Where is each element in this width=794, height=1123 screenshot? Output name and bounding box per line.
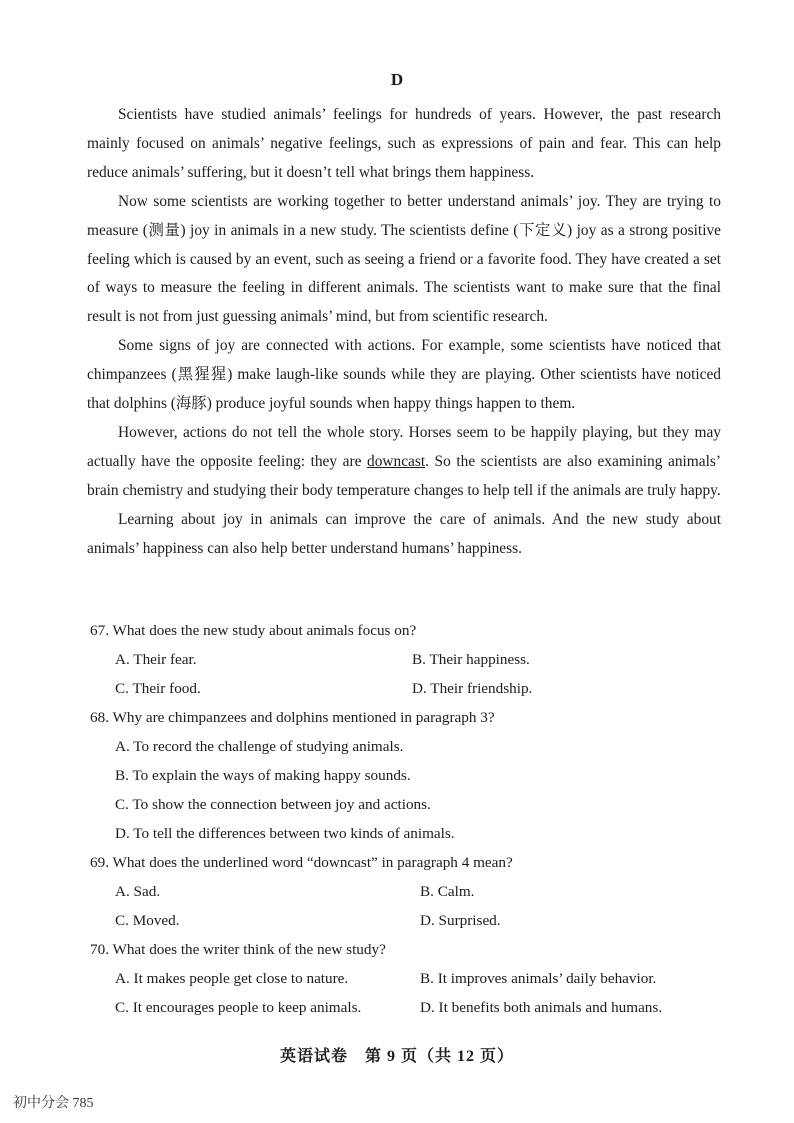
option-c: C. To show the connection between joy and actions. <box>115 796 431 813</box>
question-list <box>90 616 724 1022</box>
option-d: D. Their friendship. <box>412 680 533 697</box>
paragraph-5: Learning about joy in animals can improve the care of animals. And the new study about animals’ happiness can also help better understand humans’ happiness. <box>87 510 721 557</box>
paragraph-2: Now some scientists are working together to better understand animals’ joy. They are trying to measure (测量) joy in animals in a new study. The scientists define (下定义) joy as a strong positive feeling which is caused by an event, such as seeing a friend or a favorite food. They have created a set of ways to measure the feeling in different animals. The scientists want to make sure that the final result is not from just guessing animals’ mind, but from scientific research. <box>87 192 721 326</box>
paragraph-4 <box>87 419 721 506</box>
question-69 <box>90 848 724 935</box>
paragraph-4-text-a: However, actions do not tell the whole story. Horses seem to be happily playing, but they may actually have the opposite feeling: they are <box>87 423 721 470</box>
option-c: C. It encourages people to keep animals. <box>115 999 362 1016</box>
option-c: C. Moved. <box>115 912 180 929</box>
question-stem: 70. What does the writer think of the new study? <box>90 941 386 958</box>
underlined-word: downcast <box>367 452 426 470</box>
question-stem: 68. Why are chimpanzees and dolphins mentioned in paragraph 3? <box>90 709 495 726</box>
watermark: 初中分会 785 <box>13 1096 94 1111</box>
option-c: C. Their food. <box>115 680 201 697</box>
option-a: A. Sad. <box>115 883 161 900</box>
question-67 <box>90 616 724 703</box>
question-68 <box>90 703 724 848</box>
option-b: B. Calm. <box>420 883 475 900</box>
option-b: B. To explain the ways of making happy sounds. <box>115 767 411 784</box>
paragraph-4-text-b: . So the scientists are also examining animals’ brain chemistry and studying their body temperature changes to help tell if the animals are truly happy. <box>87 452 721 499</box>
option-d: D. To tell the differences between two kinds of animals. <box>115 825 455 842</box>
option-a: A. Their fear. <box>115 651 197 668</box>
option-d: D. Surprised. <box>420 912 501 929</box>
option-d: D. It benefits both animals and humans. <box>420 999 663 1016</box>
paragraph-1: Scientists have studied animals’ feelings for hundreds of years. However, the past research mainly focused on animals’ negative feelings, such as expressions of pain and fear. This can help reduce animals’ suffering, but it doesn’t tell what brings them happiness. <box>87 106 721 181</box>
option-b: B. Their happiness. <box>412 651 530 668</box>
option-a: A. To record the challenge of studying animals. <box>115 738 404 755</box>
question-70 <box>90 935 724 1022</box>
option-b: B. It improves animals’ daily behavior. <box>420 970 657 987</box>
paragraph-3: Some signs of joy are connected with actions. For example, some scientists have noticed that chimpanzees (黑猩猩) make laugh-like sounds while they are playing. Other scientists have noticed that dolphins (海豚) produce joyful sounds when happy things happen to them. <box>87 337 721 413</box>
page-footer: 英语试卷 第 9 页（共 12 页） <box>279 1048 514 1065</box>
question-stem: 67. What does the new study about animals focus on? <box>90 622 417 639</box>
section-heading: D <box>390 70 404 89</box>
question-stem: 69. What does the underlined word “downcast” in paragraph 4 mean? <box>90 854 513 871</box>
reading-passage <box>87 101 721 564</box>
option-a: A. It makes people get close to nature. <box>115 970 349 987</box>
